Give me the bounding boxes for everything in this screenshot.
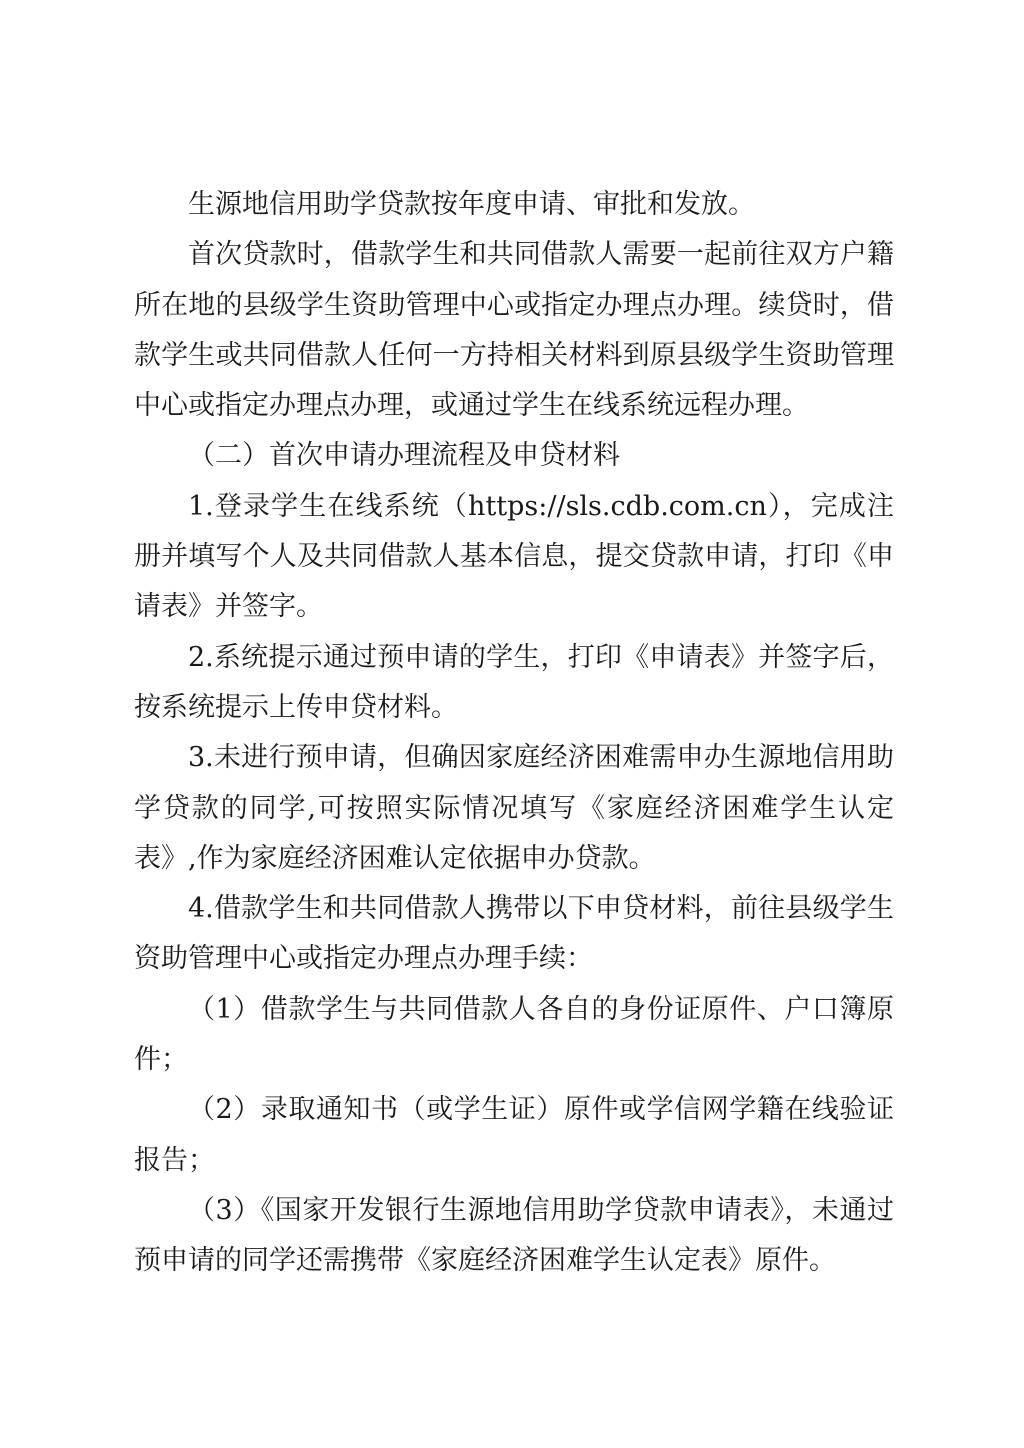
paragraph-loan-schedule: 生源地信用助学贷款按年度申请、审批和发放。 (188, 189, 755, 220)
material-item-2: （2）录取通知书（或学生证）原件或学信网学籍在线验证报告； (134, 1094, 894, 1176)
material-item-3: （3）《国家开发银行生源地信用助学贷款申请表》，未通过预申请的同学还需携带《家庭经济困难学生认定表》原件。 (134, 1194, 894, 1277)
paragraph-first-loan: 首次贷款时，借款学生和共同借款人需要一起前往双方户籍所在地的县级学生资助管理中心或指定办理点办理。续贷时，借款学生或共同借款人任何一方持相关材料到原县级学生资助管理中心或指定办理点办理，或通过学生在线系统远程办理。 (134, 239, 894, 422)
step-3-paragraph: 3.未进行预申请，但确因家庭经济困难需申办生源地信用助学贷款的同学,可按照实际情况填写《家庭经济困难学生认定表》,作为家庭经济困难认定依据申办贷款。 (134, 742, 894, 874)
section-heading-application-process: （二）首次申请办理流程及申贷材料 (188, 440, 620, 472)
step-4-paragraph: 4.借款学生和共同借款人携带以下申贷材料，前往县级学生资助管理中心或指定办理点办理手续： (134, 893, 894, 975)
material-item-1: （1）借款学生与共同借款人各自的身份证原件、户口簿原件； (134, 993, 894, 1076)
step-1-paragraph: 1.登录学生在线系统（https://sls.cdb.com.cn），完成注册并填写个人及共同借款人基本信息，提交贷款申请，打印《申请表》并签字。 (134, 490, 894, 623)
step-2-paragraph: 2.系统提示通过预申请的学生，打印《申请表》并签字后，按系统提示上传申贷材料。 (134, 641, 894, 723)
document-body (134, 180, 894, 1287)
